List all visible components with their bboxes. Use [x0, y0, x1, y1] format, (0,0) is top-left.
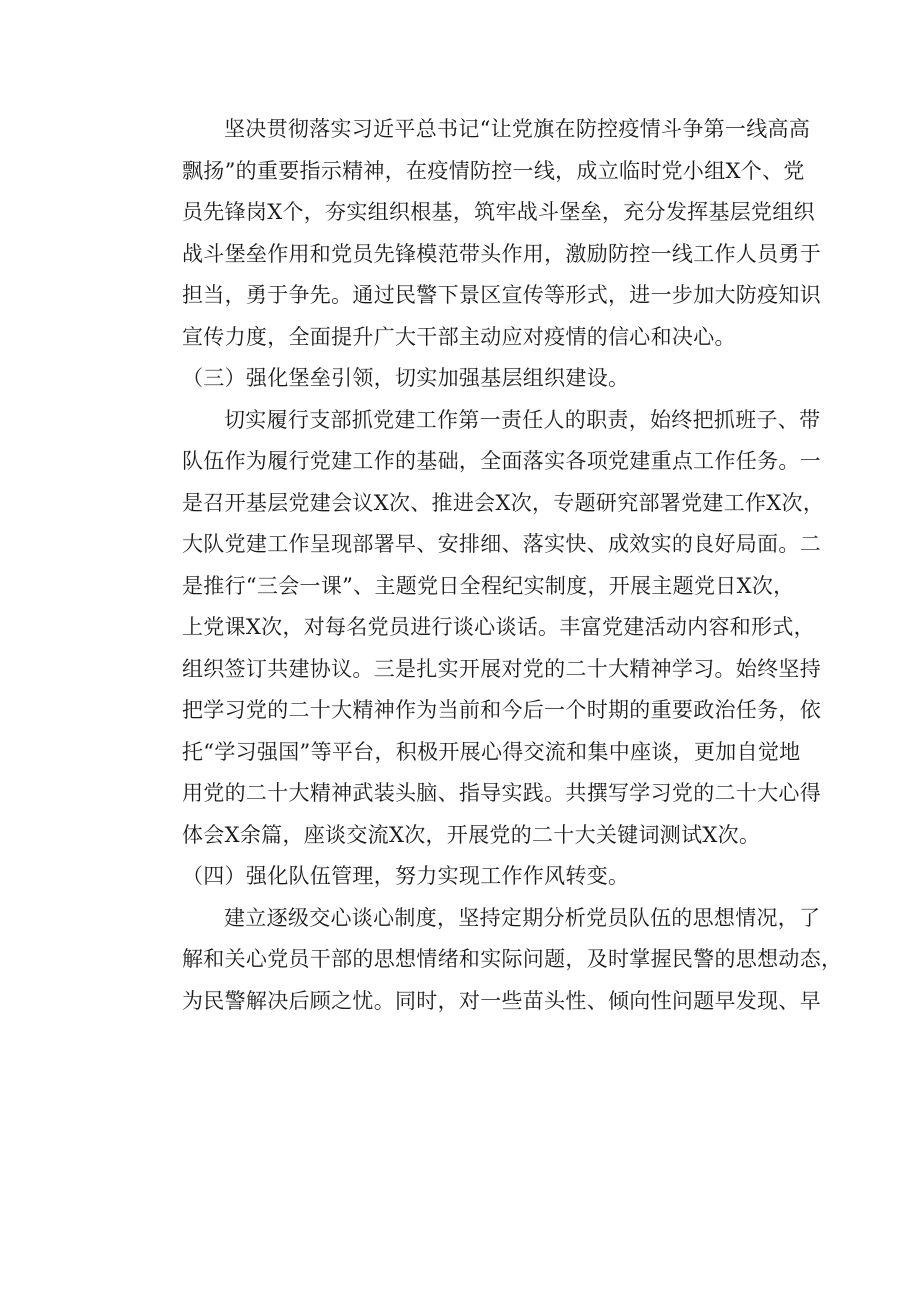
text-line: 体会X余篇，座谈交流X次，开展党的二十大关键词测试X次。	[182, 822, 761, 847]
heading-text: （三）强化堡垒引领，切实加强基层组织建设。	[182, 366, 630, 390]
text-line: 用党的二十大精神武装头脑、指导实践。共撰写学习党的二十大心得	[182, 781, 821, 805]
text-line: 飘扬”的重要指示精神，在疫情防控一线，成立临时党小组X个、党	[182, 158, 805, 183]
text-line: 坚决贯彻落实习近平总书记“让党旗在防控疫情斗争第一线高高	[224, 117, 811, 141]
text-line: 宣传力度，全面提升广大干部主动应对疫情的信心和决心。	[182, 324, 736, 349]
text-line: 员先锋岗X个，夯实组织根基，筑牢战斗堡垒，充分发挥基层党组织	[182, 200, 815, 224]
text-line: 担当，勇于争先。通过民警下景区宣传等形式，进一步加大防疫知识	[182, 283, 821, 307]
text-line: 上党课X次，对每名党员进行谈心谈话。丰富党建活动内容和形式，	[182, 615, 815, 639]
text-line: 队伍作为履行党建工作的基础，全面落实各项党建重点工作任务。一	[182, 449, 821, 473]
text-line: 大队党建工作呈现部署早、安排细、落实快、成效实的良好局面。二	[182, 532, 821, 556]
text-line: 解和关心党员干部的思想情绪和实际问题，及时掌握民警的思想动态，	[182, 947, 843, 971]
text-line: 把学习党的二十大精神作为当前和今后一个时期的重要政治任务，依	[182, 698, 821, 722]
heading-text: （四）强化队伍管理，努力实现工作作风转变。	[182, 864, 630, 888]
text-line: 托“学习强国”等平台，积极开展心得交流和集中座谈，更加自觉地	[182, 739, 801, 764]
text-line: 切实履行支部抓党建工作第一责任人的职责，始终把抓班子、带	[224, 407, 821, 432]
text-line: 建立逐级交心谈心制度，坚持定期分析党员队伍的思想情况，了	[224, 905, 821, 930]
document-body	[140, 109, 843, 1022]
text-line: 是召开基层党建会议X次、推进会X次，专题研究部署党建工作X次，	[182, 490, 825, 515]
text-line: 组织签订共建协议。三是扎实开展对党的二十大精神学习。始终坚持	[182, 656, 821, 681]
section-heading-3	[140, 358, 785, 400]
text-line: 战斗堡垒作用和党员先锋模范带头作用，激励防控一线工作人员勇于	[182, 241, 821, 266]
text-line: 为民警解决后顾之忧。同时，对一些苗头性、倾向性问题早发现、早	[182, 988, 821, 1013]
paragraph-epidemic-prevention	[140, 109, 821, 358]
paragraph-team-management	[140, 898, 843, 1023]
text-line: 是推行“三会一课”、主题党日全程纪实制度，开展主题党日X次，	[182, 573, 795, 598]
paragraph-party-building	[140, 400, 825, 857]
section-heading-4	[140, 856, 785, 898]
